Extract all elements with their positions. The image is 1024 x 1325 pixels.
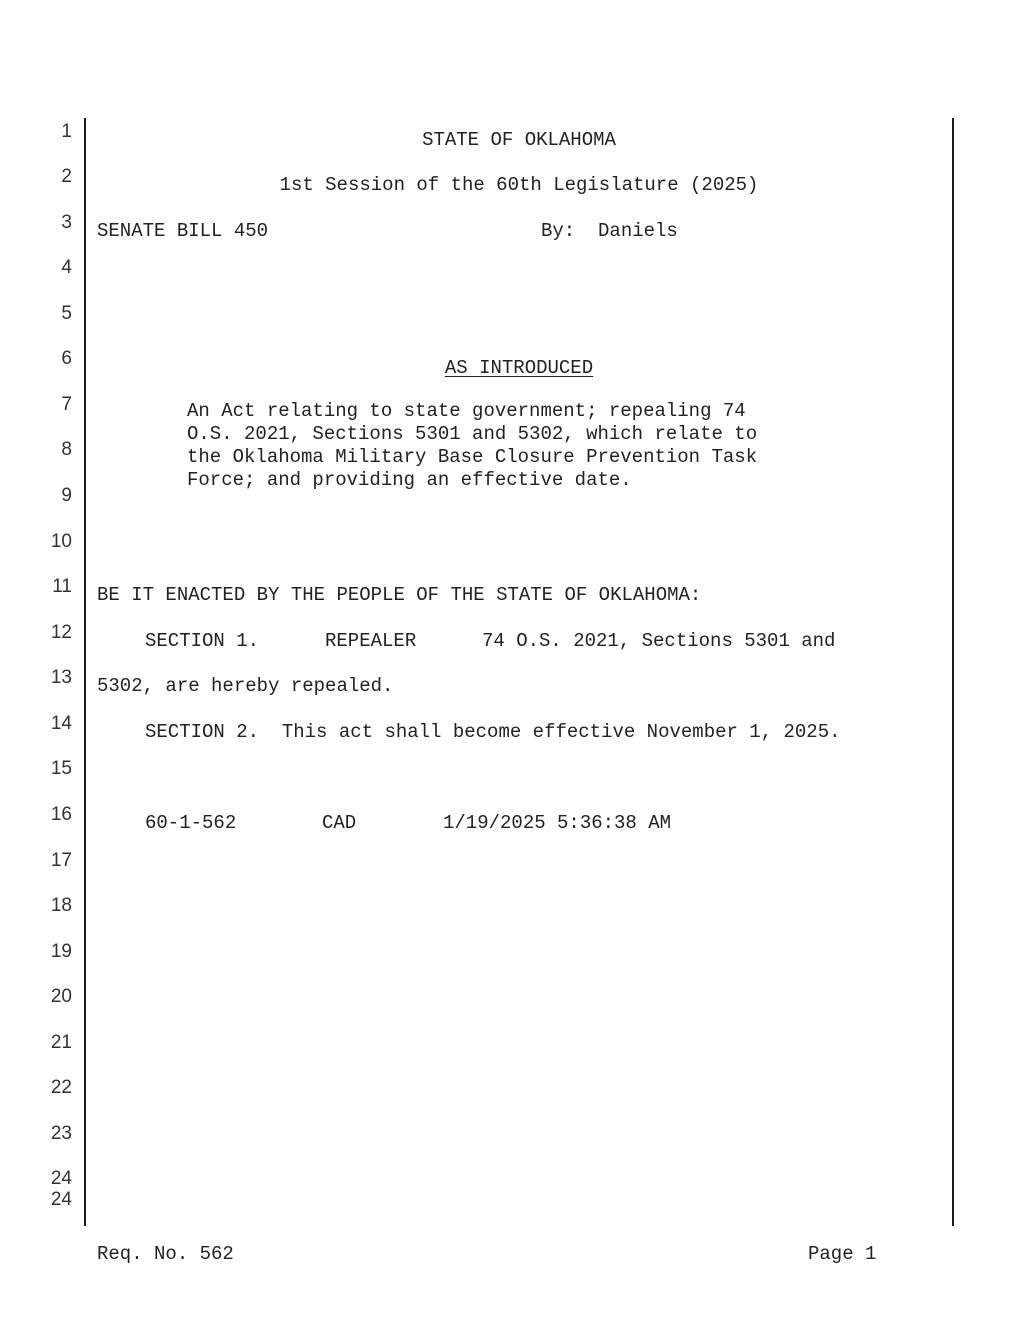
- bill-number: SENATE BILL 450: [97, 220, 269, 242]
- line-number-cut: 24: [50, 1189, 72, 1210]
- bill-abstract: [187, 400, 827, 492]
- drafter-initials: CAD: [322, 812, 357, 834]
- request-number: Req. No. 562: [97, 1243, 234, 1265]
- page-number: Page 1: [808, 1243, 877, 1265]
- line-number: 9: [61, 485, 72, 506]
- draft-timestamp: 1/19/2025 5:36:38 AM: [443, 812, 672, 834]
- abstract-line: O.S. 2021, Sections 5301 and 5302, which relate to: [187, 423, 758, 445]
- status-heading: [86, 357, 952, 379]
- abstract-line: the Oklahoma Military Base Closure Prevention Task: [187, 446, 758, 468]
- line-number: 19: [50, 941, 72, 962]
- line-number: 4: [61, 257, 72, 278]
- section-1-heading: REPEALER: [325, 630, 417, 652]
- line-number: 5: [61, 303, 72, 324]
- line-number: 20: [50, 986, 72, 1007]
- line-number: 6: [61, 348, 72, 369]
- state-heading: STATE OF OKLAHOMA: [422, 129, 616, 151]
- section-2-text: SECTION 2. This act shall become effective November 1, 2025.: [145, 721, 841, 743]
- status-text: AS INTRODUCED: [444, 357, 594, 379]
- line-number: 15: [50, 758, 72, 779]
- line-number: 18: [50, 895, 72, 916]
- section-1-continuation: 5302, are hereby repealed.: [97, 675, 394, 697]
- bill-author: By: Daniels: [541, 220, 678, 242]
- line-number: 17: [50, 850, 72, 871]
- section-1-citation: 74 O.S. 2021, Sections 5301 and: [482, 630, 836, 652]
- line-number: 23: [50, 1123, 72, 1144]
- line-number: 12: [50, 622, 72, 643]
- enacting-clause: BE IT ENACTED BY THE PEOPLE OF THE STATE OF OKLAHOMA:: [97, 584, 702, 606]
- line-number: 7: [61, 394, 72, 415]
- line-number: 11: [52, 576, 72, 597]
- line-number: 13: [50, 667, 72, 688]
- line-number: 14: [50, 713, 72, 734]
- line-number: 8: [61, 439, 72, 460]
- right-margin-rule: [952, 118, 954, 1226]
- left-margin-rule: [84, 118, 86, 1226]
- request-code: 60-1-562: [145, 812, 237, 834]
- line-number: 2: [61, 166, 72, 187]
- line-number: 21: [50, 1032, 72, 1053]
- line-number: 22: [50, 1077, 72, 1098]
- line-number: 3: [61, 212, 72, 233]
- session-heading: 1st Session of the 60th Legislature (2025): [279, 174, 759, 196]
- line-number: 24: [50, 1168, 72, 1189]
- abstract-line: Force; and providing an effective date.: [187, 469, 632, 491]
- section-1-label: SECTION 1.: [145, 630, 260, 652]
- line-number: 1: [61, 121, 72, 142]
- line-number: 16: [50, 804, 72, 825]
- line-number: 10: [50, 531, 72, 552]
- abstract-line: An Act relating to state government; repealing 74: [187, 400, 746, 422]
